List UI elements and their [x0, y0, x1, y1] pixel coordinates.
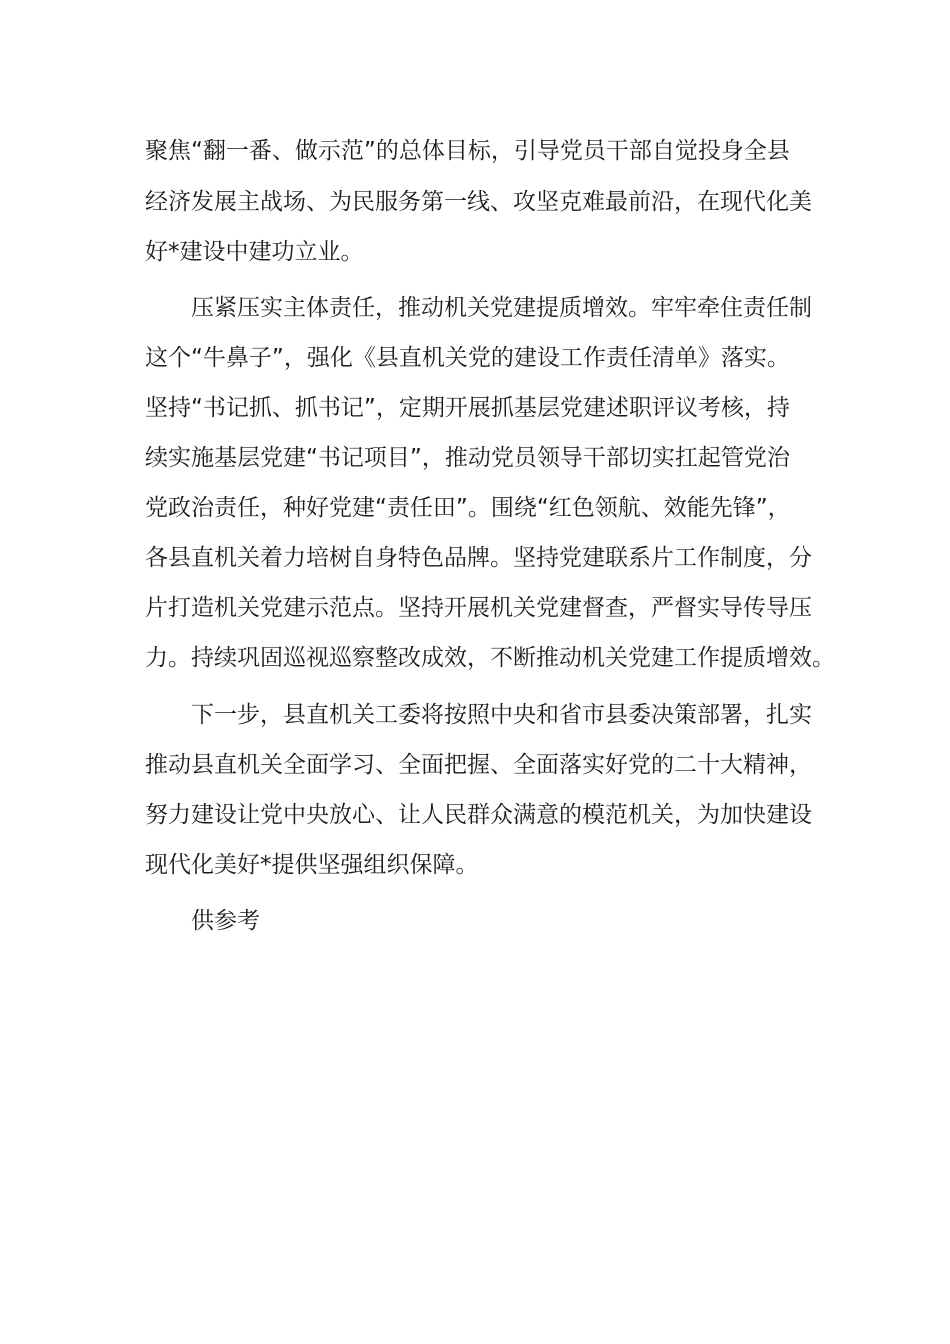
- paragraph-1-line-2: 经济发展主战场、为民服务第一线、攻坚克难最前沿，在现代化美: [145, 189, 812, 215]
- paragraph-3-line-2: 推动县直机关全面学习、全面把握、全面落实好党的二十大精神，: [145, 752, 812, 778]
- paragraph-2-line-5: 党政治责任，种好党建“责任田”。围绕“红色领航、效能先锋”，: [145, 495, 791, 521]
- paragraph-1-line-3: 好*建设中建功立业。: [145, 239, 364, 265]
- paragraph-2-line-1: 压紧压实主体责任，推动机关党建提质增效。牢牢牵住责任制: [191, 295, 812, 321]
- paragraph-2-line-2: 这个“牛鼻子”，强化《县直机关党的建设工作责任清单》落实。: [145, 345, 790, 371]
- paragraph-2-line-4: 续实施基层党建“书记项目”，推动党员领导干部切实扛起管党治: [145, 445, 790, 471]
- paragraph-3-line-4: 现代化美好*提供坚强组织保障。: [145, 852, 479, 878]
- closing-note: 供参考: [191, 908, 260, 934]
- paragraph-3-line-1: 下一步，县直机关工委将按照中央和省市县委决策部署，扎实: [191, 702, 812, 728]
- paragraph-1-line-1: 聚焦“翻一番、做示范”的总体目标，引导党员干部自觉投身全县: [145, 138, 790, 164]
- paragraph-2-line-3: 坚持“书记抓、抓书记”，定期开展抓基层党建述职评议考核，持: [145, 395, 790, 421]
- paragraph-3-line-3: 努力建设让党中央放心、让人民群众满意的模范机关，为加快建设: [145, 802, 812, 828]
- paragraph-2-line-6: 各县直机关着力培树自身特色品牌。坚持党建联系片工作制度，分: [145, 545, 812, 571]
- paragraph-2-line-8: 力。持续巩固巡视巡察整改成效，不断推动机关党建工作提质增效。: [145, 645, 835, 671]
- paragraph-2-line-7: 片打造机关党建示范点。坚持开展机关党建督查，严督实导传导压: [145, 595, 812, 621]
